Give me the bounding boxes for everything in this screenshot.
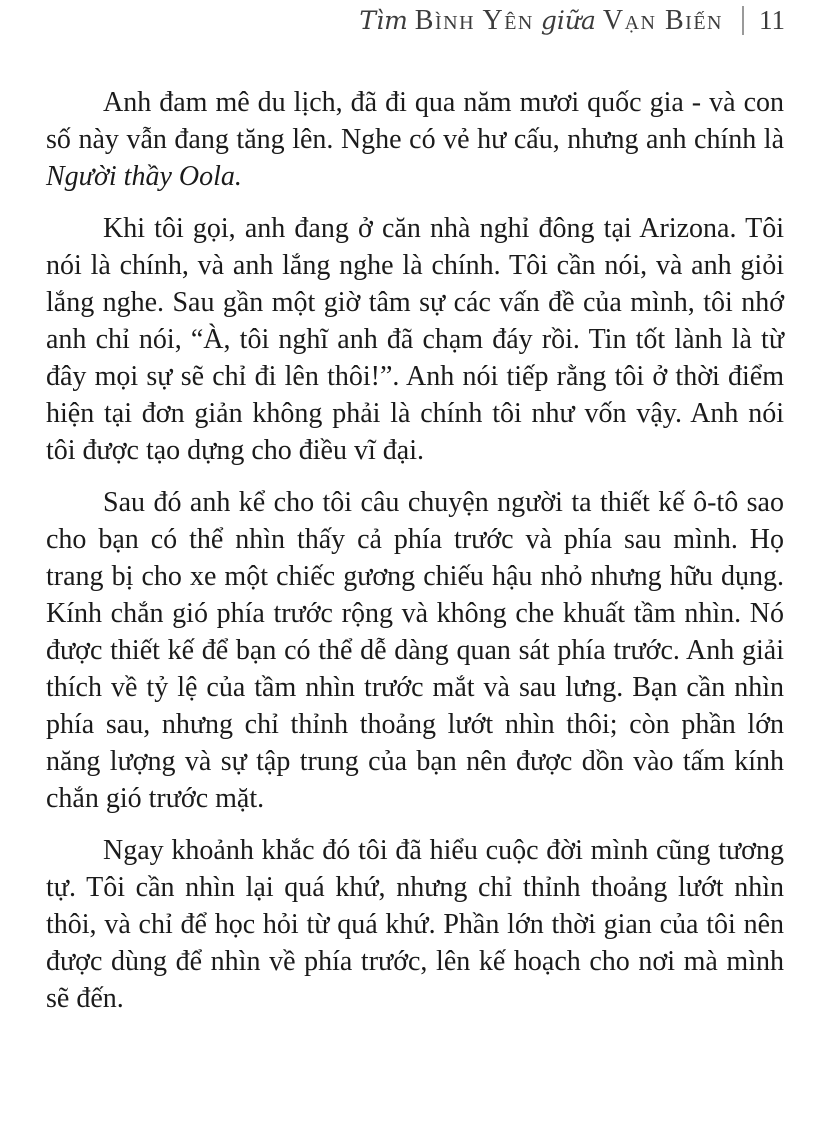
running-header bbox=[0, 5, 785, 37]
header-word-script-2: giữa bbox=[540, 6, 596, 35]
header-word-caps-1: Bình Yên bbox=[414, 5, 534, 36]
paragraph-2: Khi tôi gọi, anh đang ở căn nhà nghỉ đông tại Arizona. Tôi nói là chính, và anh lắng nghe là chính. Tôi cần nói, và anh giỏi lắng nghe. Sau gần một giờ tâm sự các vấn đề của mình, tôi nhớ anh chỉ nói, “À, tôi nghĩ anh đã chạm đáy rồi. Tin tốt lành là từ đây mọi sự sẽ chỉ đi lên thôi!”. Anh nói tiếp rằng tôi ở thời điểm hiện tại đơn giản không phải là chính tôi như vốn vậy. Anh nói tôi được tạo dựng cho điều vĩ đại. bbox=[46, 213, 784, 466]
paragraph-1-italic-text: Người thầy Oola. bbox=[46, 161, 242, 192]
paragraph-4: Ngay khoảnh khắc đó tôi đã hiểu cuộc đời mình cũng tương tự. Tôi cần nhìn lại quá khứ, nhưng chỉ thỉnh thoảng lướt nhìn thôi, và chỉ để học hỏi từ quá khứ. Phần lớn thời gian của tôi nên được dùng để nhìn về phía trước, lên kế hoạch cho nơi mà mình sẽ đến. bbox=[46, 835, 784, 1014]
paragraph-3: Sau đó anh kể cho tôi câu chuyện người ta thiết kế ô-tô sao cho bạn có thể nhìn thấy cả phía trước và phía sau mình. Họ trang bị cho xe một chiếc gương chiếu hậu nhỏ nhưng hữu dụng. Kính chắn gió phía trước rộng và không che khuất tầm nhìn. Nó được thiết kế để bạn có thể dễ dàng quan sát phía trước. Anh giải thích về tỷ lệ của tầm nhìn trước mắt và sau lưng. Bạn cần nhìn phía sau, nhưng chỉ thỉnh thoảng lướt nhìn thôi; còn phần lớn năng lượng và sự tập trung của bạn nên được dồn vào tấm kính chắn gió trước mặt. bbox=[46, 487, 784, 814]
paragraph-1-normal-text: Anh đam mê du lịch, đã đi qua năm mươi quốc gia - và con số này vẫn đang tăng lên. Nghe có vẻ hư cấu, nhưng anh chính là bbox=[46, 87, 784, 155]
body-text bbox=[46, 84, 784, 1032]
separator-bar bbox=[742, 6, 744, 35]
header-word-script-1: Tìm bbox=[359, 6, 408, 35]
page-number: 11 bbox=[759, 5, 785, 35]
header-word-caps-2: Vạn Biến bbox=[602, 5, 723, 36]
paragraph-1 bbox=[46, 84, 784, 195]
